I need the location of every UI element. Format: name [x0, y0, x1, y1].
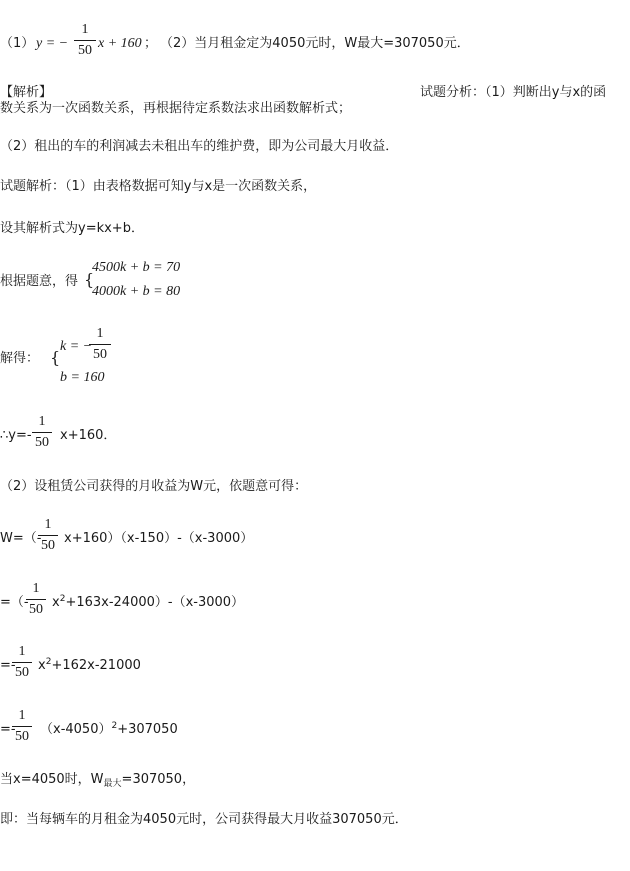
- conclusion: 即：当每辆车的月租金为4050元时，公司获得最大月收益307050元．: [0, 812, 408, 827]
- w2-expression: [52, 594, 244, 613]
- w2-post: +163x-24000）-（x-3000）: [65, 595, 245, 610]
- w4-pre: =-: [0, 722, 16, 737]
- answer-part1-label: （1）: [0, 36, 35, 51]
- fraction-bar: [26, 599, 46, 600]
- answer-fraction: [74, 22, 96, 59]
- fraction-denominator: 50: [29, 602, 43, 617]
- fraction-numerator: 1: [96, 326, 104, 341]
- therefore-post: x+160．: [60, 428, 117, 443]
- w3-exponent: 2: [45, 657, 52, 667]
- therefore-fraction: [32, 414, 52, 451]
- w3-fraction: [12, 644, 32, 681]
- fraction-denominator: 50: [41, 538, 55, 553]
- fraction-bar: [12, 662, 32, 663]
- w4-fraction: [12, 708, 32, 745]
- fraction-denominator: 50: [35, 435, 49, 450]
- system-brace: {: [84, 270, 95, 289]
- fraction-denominator: 50: [93, 347, 107, 362]
- w2-fraction: [26, 581, 46, 618]
- answer-separator: ；: [144, 36, 158, 51]
- analysis-line-2: 数关系为一次函数关系，再根据待定系数法求出函数解析式；: [0, 101, 352, 116]
- w4-paren: （x-4050）: [40, 722, 112, 737]
- b-equation: b = 160: [60, 370, 105, 385]
- fraction-denominator: 50: [78, 43, 92, 58]
- fraction-numerator: 1: [32, 581, 40, 596]
- k-lhs: k = −: [60, 339, 93, 354]
- w4-expression: [40, 721, 178, 740]
- when-line: [0, 771, 195, 790]
- fraction-denominator: 50: [15, 729, 29, 744]
- fraction-bar: [12, 726, 32, 727]
- w3-post: +162x-21000: [51, 658, 141, 673]
- fraction-numerator: 1: [81, 22, 89, 37]
- therefore-pre: ∴y=-: [0, 428, 32, 443]
- fraction-numerator: 1: [44, 517, 52, 532]
- analysis-line-3: （2）租出的车的利润减去未租出车的维护费，即为公司最大月收益．: [0, 139, 399, 154]
- w3-pre: =-: [0, 658, 16, 673]
- w2-x: x: [52, 595, 60, 610]
- fraction-denominator: 50: [15, 665, 29, 680]
- w1-post: x+160）（x-150）-（x-3000）: [64, 531, 254, 546]
- w1-fraction: [38, 517, 58, 554]
- answer-part2: （2）当月租金定为4050元时，W最大=307050元．: [160, 36, 470, 51]
- fraction-numerator: 1: [18, 644, 26, 659]
- fraction-numerator: 1: [38, 414, 46, 429]
- fraction-bar: [32, 432, 52, 433]
- w4-exponent: 2: [111, 721, 118, 731]
- when-post: =307050，: [121, 772, 196, 787]
- answer-part1-rhs: x + 160: [98, 36, 142, 51]
- solution-assume: 设其解析式为y=kx+b．: [0, 221, 144, 236]
- solution-intro: 试题解析：（1）由表格数据可知y与x是一次函数关系，: [0, 179, 317, 194]
- answer-line: [0, 22, 630, 70]
- answer-part1-lhs: y = −: [36, 36, 69, 51]
- fraction-numerator: 1: [18, 708, 26, 723]
- w4-post: +307050: [117, 722, 178, 737]
- system-equation-2: 4000k + b = 80: [92, 284, 181, 299]
- when-subscript: 最大: [103, 779, 122, 789]
- analysis-right-text: 试题分析：（1）判断出y与x的函: [420, 85, 607, 100]
- fraction-bar: [38, 535, 58, 536]
- when-pre: 当x=4050时，W: [0, 772, 104, 787]
- w1-pre: W=（-: [0, 531, 42, 546]
- w3-x: x: [38, 658, 46, 673]
- fraction-bar: [74, 40, 96, 41]
- solve-label: 解得：: [0, 351, 40, 366]
- system-equation-1: 4500k + b = 70: [92, 260, 181, 275]
- solve-brace: {: [50, 348, 61, 367]
- k-fraction: [89, 326, 111, 363]
- by-question-label: 根据题意，得: [0, 274, 79, 289]
- w2-pre: =（-: [0, 595, 29, 610]
- analysis-header: 【解析】: [0, 85, 53, 100]
- fraction-bar: [89, 344, 111, 345]
- w3-expression: [38, 657, 141, 676]
- w2-exponent: 2: [59, 594, 66, 604]
- part2-intro: （2）设租赁公司获得的月收益为W元，依题意可得：: [0, 479, 308, 494]
